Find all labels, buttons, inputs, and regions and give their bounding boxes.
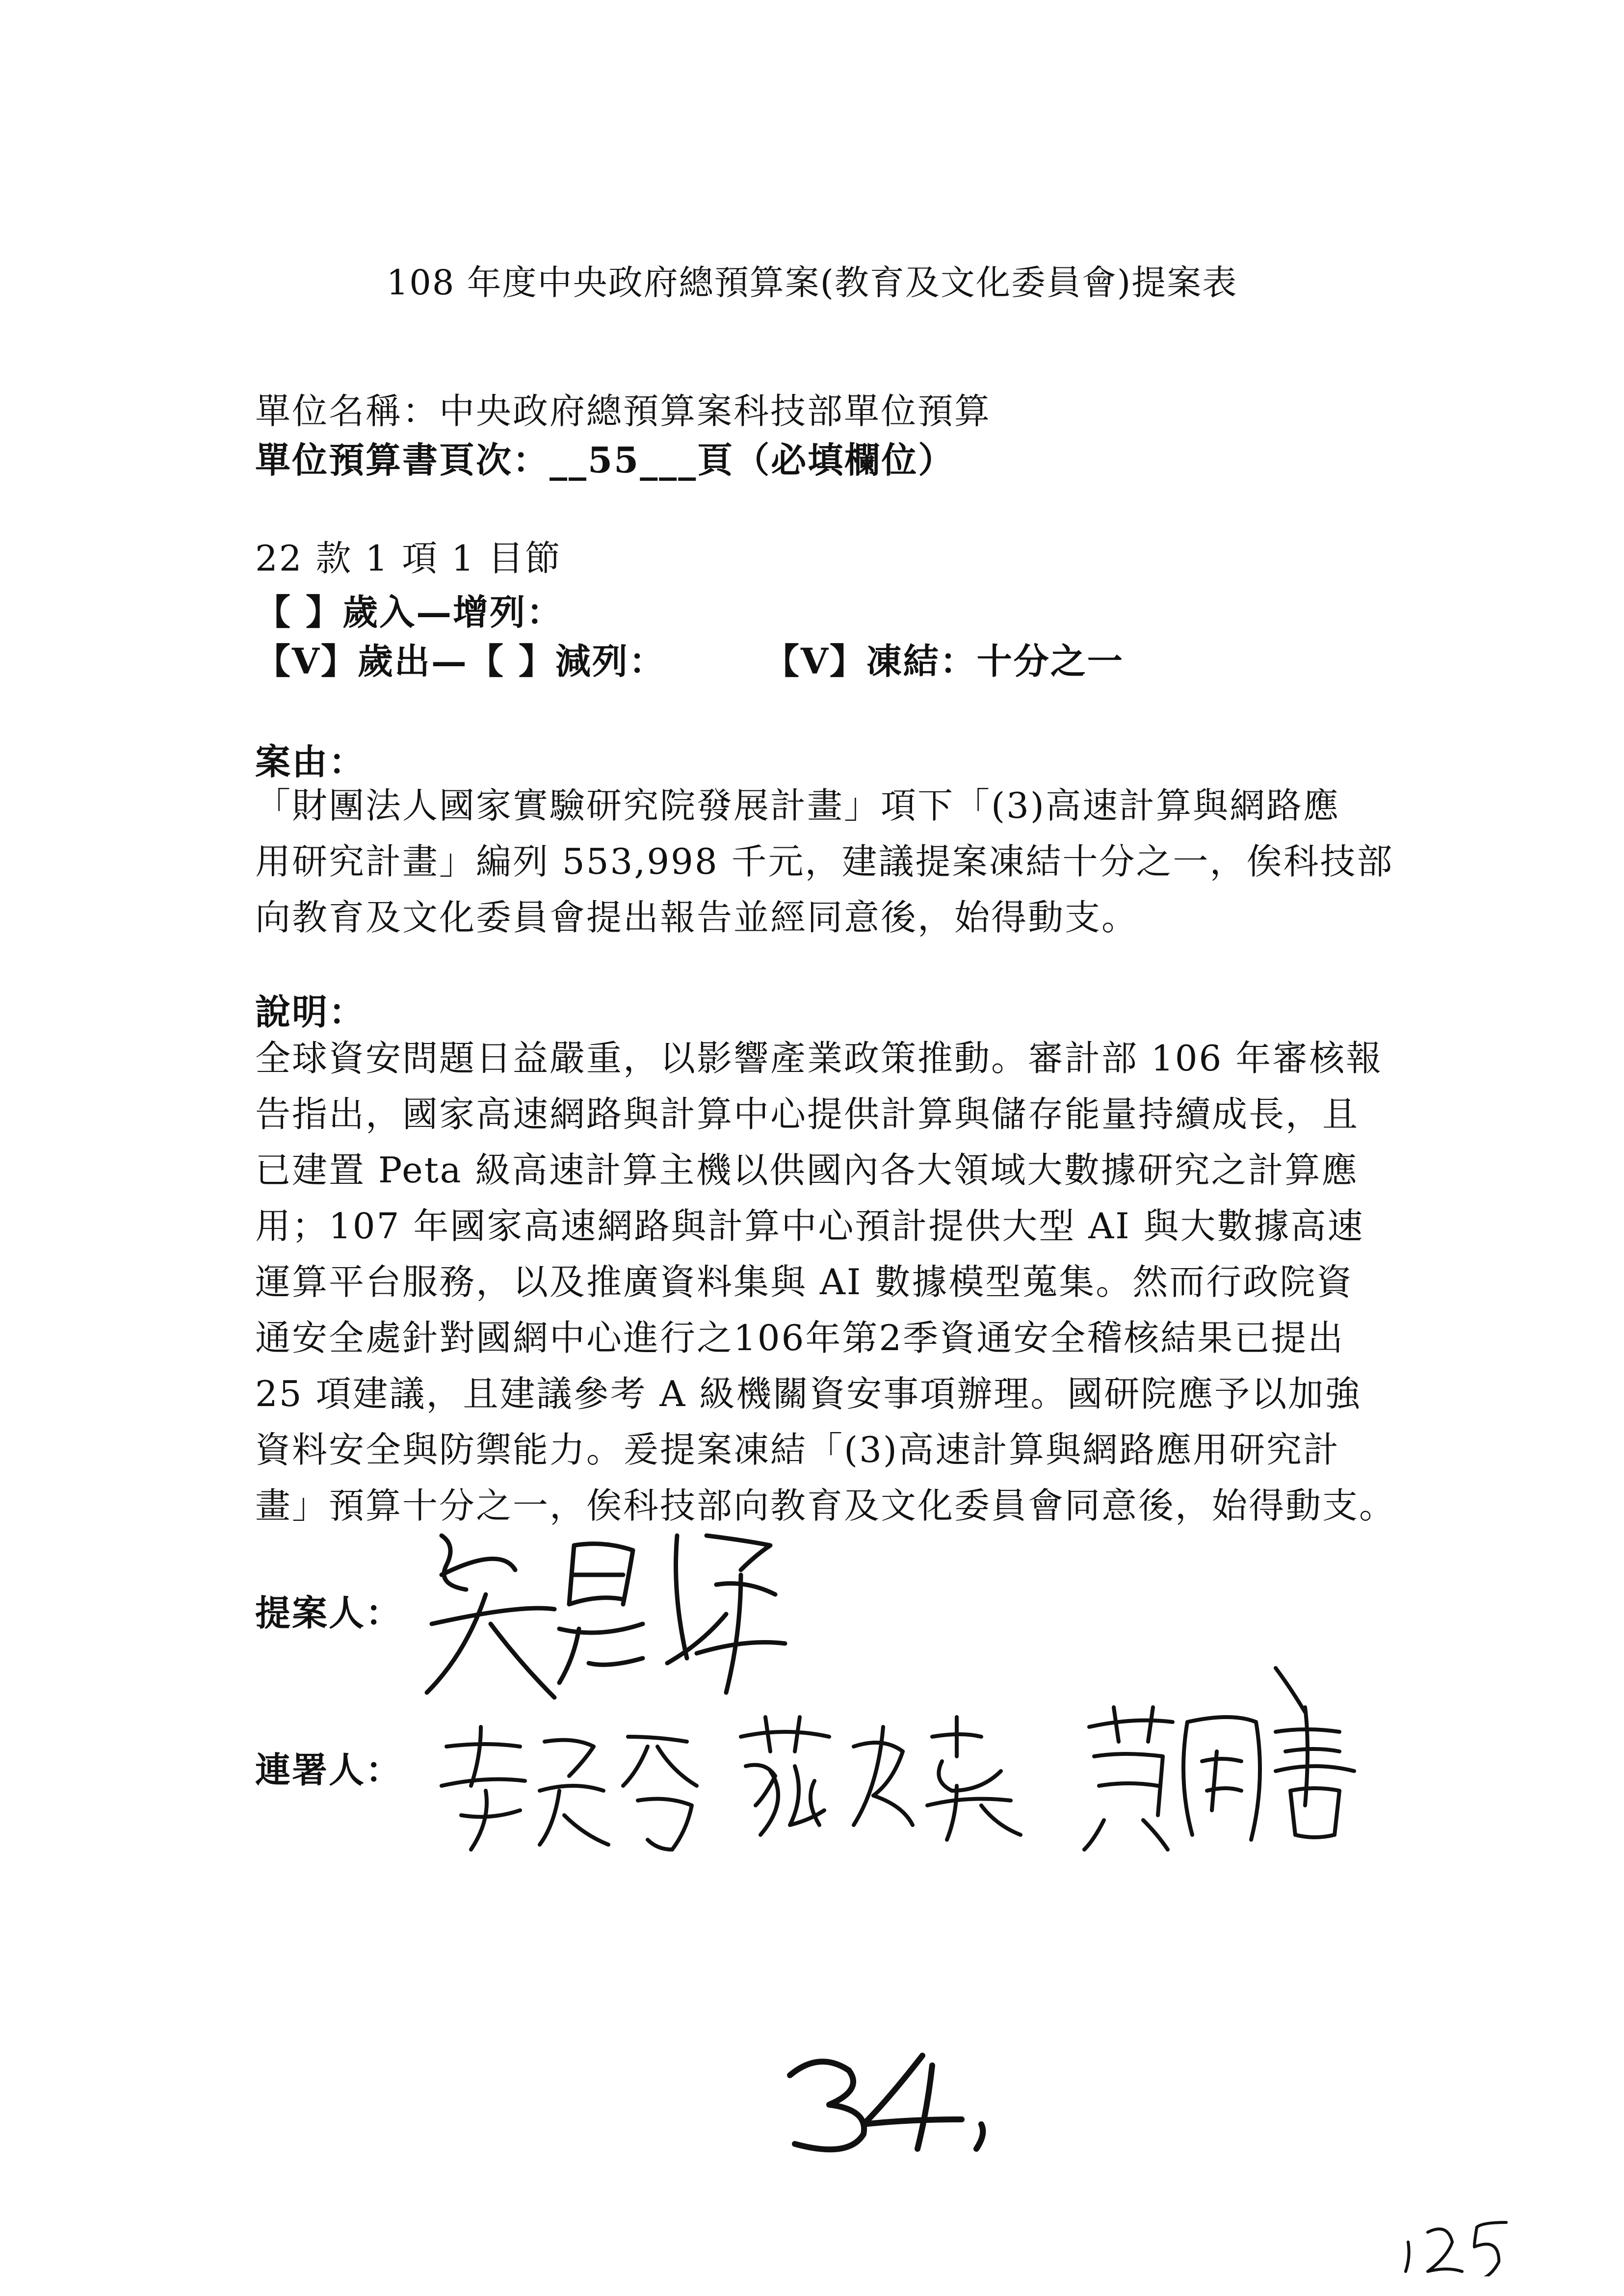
reason-body bbox=[255, 778, 1403, 945]
reason-line: 用研究計畫」編列 553,998 千元，建議提案凍結十分之一，俟科技部 bbox=[255, 841, 1394, 882]
explanation-line: 運算平台服務，以及推廣資料集與 AI 數據模型蒐集。然而行政院資 bbox=[255, 1261, 1354, 1303]
explanation-line: 全球資安問題日益嚴重，以影響產業政策推動。審計部 106 年審核報 bbox=[255, 1038, 1383, 1079]
page-number-line: 單位預算書頁次：__55___頁（必填欄位） bbox=[255, 439, 955, 481]
cosigner-label: 連署人： bbox=[255, 1749, 403, 1791]
explanation-body bbox=[255, 1030, 1403, 1534]
explanation-line: 資料安全與防禦能力。爰提案凍結「(3)高速計算與網路應用研究計 bbox=[255, 1429, 1340, 1470]
reason-line: 向教育及文化委員會提出報告並經同意後，始得動支。 bbox=[255, 897, 1139, 938]
section-line: 22 款 1 項 1 目節 bbox=[255, 538, 562, 579]
explanation-line: 通安全處針對國網中心進行之106年第2季資通安全稽核結果已提出 bbox=[255, 1317, 1345, 1358]
expenditure-check-line bbox=[255, 633, 1124, 684]
handwritten-number-34 bbox=[775, 2051, 1001, 2159]
reason-heading: 案由： bbox=[255, 741, 366, 783]
corner-page-number bbox=[1398, 2213, 1516, 2276]
document-title: 108 年度中央政府總預算案(教育及文化委員會)提案表 bbox=[386, 262, 1238, 303]
revenue-check-line: 【 】歲入—增列： bbox=[255, 591, 564, 633]
explanation-line: 告指出，國家高速網路與計算中心提供計算與儲存能量持續成長，且 bbox=[255, 1094, 1360, 1135]
explanation-line: 已建置 Peta 級高速計算主機以供國內各大領域大數據研究之計算應 bbox=[255, 1149, 1359, 1191]
proposer-signature bbox=[412, 1516, 814, 1722]
explanation-line: 用；107 年國家高速網路與計算中心預計提供大型 AI 與大數據高速 bbox=[255, 1205, 1364, 1247]
proposer-label: 提案人： bbox=[255, 1592, 403, 1634]
cosigner-signature-2 bbox=[726, 1707, 1040, 1854]
explanation-heading: 說明： bbox=[255, 991, 366, 1033]
reason-line: 「財團法人國家實驗研究院發展計畫」項下「(3)高速計算與網路應 bbox=[255, 785, 1340, 826]
cosigner-signature-3 bbox=[1070, 1658, 1364, 1864]
unit-name-line: 單位名稱：中央政府總預算案科技部單位預算 bbox=[255, 391, 992, 432]
explanation-line: 25 項建議，且建議參考 A 級機關資安事項辦理。國研院應予以加強 bbox=[255, 1373, 1362, 1414]
explanation-line: 畫」預算十分之一，俟科技部向教育及文化委員會同意後，始得動支。 bbox=[255, 1485, 1396, 1526]
expenditure-reduce-text: 【V】歲出—【 】減列： bbox=[255, 640, 666, 682]
cosigner-signature-1 bbox=[432, 1717, 707, 1864]
freeze-text: 【V】凍結：十分之一 bbox=[763, 640, 1124, 682]
